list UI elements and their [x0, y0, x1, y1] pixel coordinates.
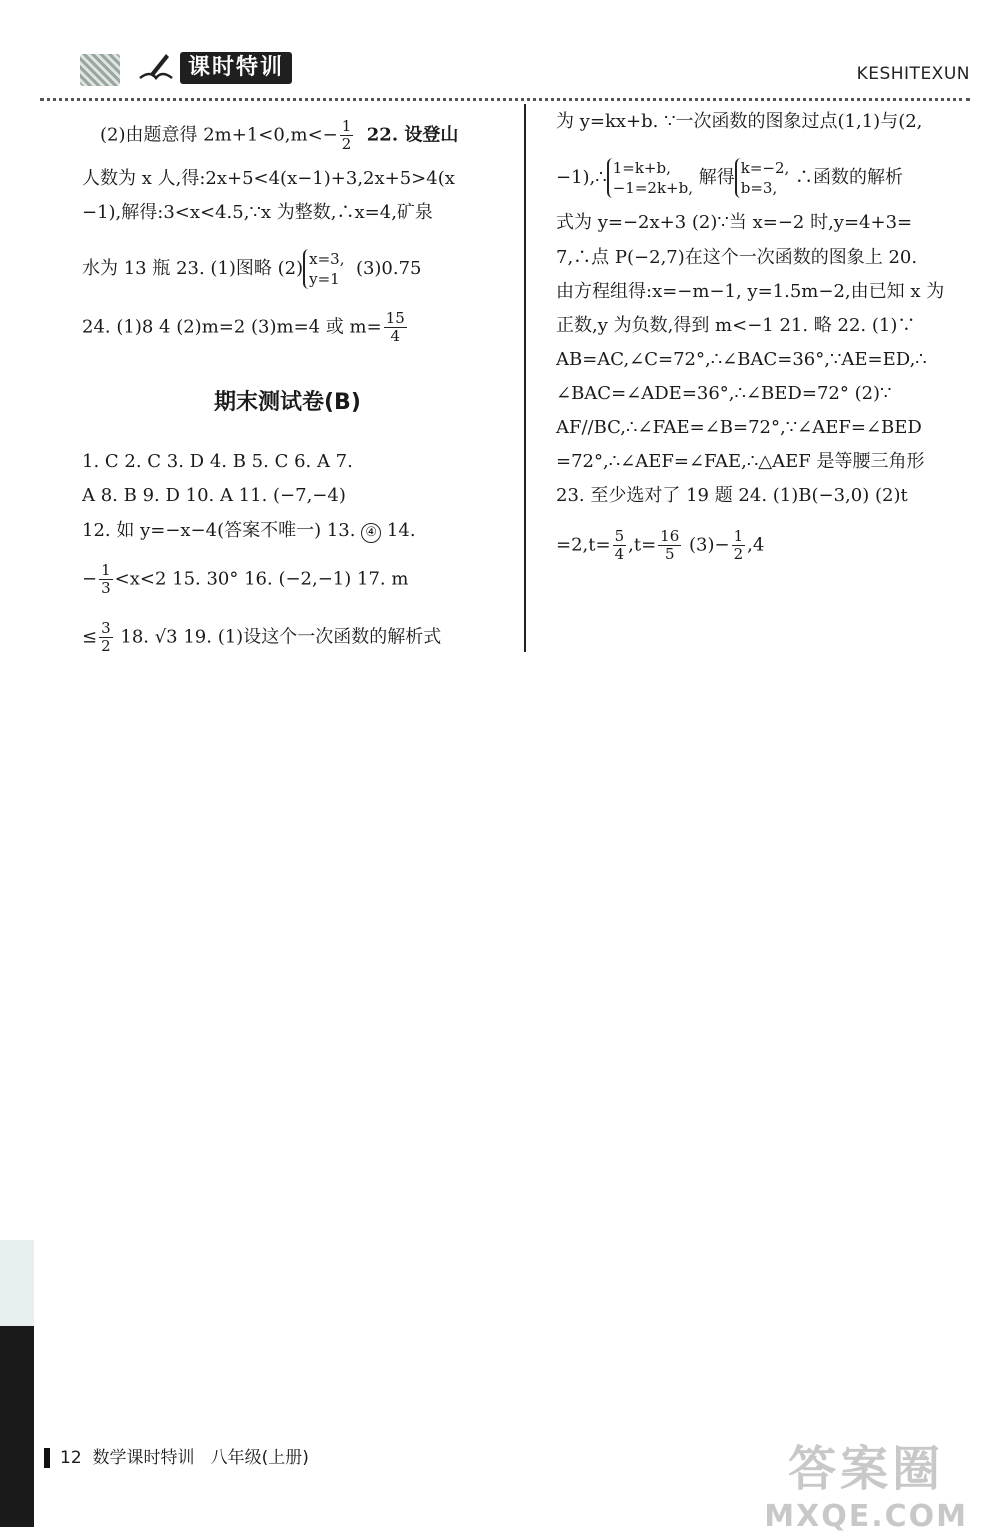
right-line-9: AF//BC,∴∠FAE=∠B=72°,∵∠AEF=∠BED: [556, 417, 922, 438]
right-line-10: =72°,∴∠AEF=∠FAE,∴△AEF 是等腰三角形: [556, 451, 925, 472]
header-decoration: [80, 54, 120, 86]
equation-system: k=−2, b=3,: [735, 158, 790, 198]
right-line-2: −1),∴ 1=k+b, −1=2k+b, 解得 k=−2, b=3, ∴函数的解析: [556, 159, 904, 197]
column-divider: [524, 104, 526, 652]
header-rule: [40, 98, 970, 101]
right-line-5: 由方程组得:x=−m−1, y=1.5m−2,由已知 x 为: [556, 281, 945, 302]
left-line-3: −1),解得:3<x<4.5,∵x 为整数,∴x=4,矿泉: [82, 202, 433, 223]
section-title: 期末测试卷(B): [214, 390, 361, 415]
page-header: [0, 0, 1000, 100]
fraction: $\frac{1}{3}$: [101, 561, 111, 597]
pen-book-icon: [136, 48, 176, 88]
right-line-11: 23. 至少选对了 19 题 24. (1)B(−3,0) (2)t: [556, 485, 908, 506]
footer-bar: [44, 1448, 50, 1468]
fraction: $\frac{15}{4}$: [385, 309, 405, 345]
page-number: 12: [60, 1448, 82, 1468]
watermark: 答案圈 MXQE.COM: [764, 1441, 968, 1534]
answers-line-2: A 8. B 9. D 10. A 11. (−7,−4): [82, 485, 346, 506]
equation-system: x=3, y=1: [303, 249, 344, 289]
fraction: $\frac{5}{4}$: [614, 527, 625, 563]
brand-title: 课时特训: [180, 52, 292, 84]
grade-label: 八年级(上册): [210, 1448, 309, 1468]
right-line-1: 为 y=kx+b. ∵一次函数的图象过点(1,1)与(2,: [556, 111, 923, 132]
answers-line-5: ≤ $\frac{3}{2}$ 18. √3 19. (1)设这个一次函数的解析式: [82, 619, 442, 655]
scan-edge: [0, 1240, 34, 1527]
answers-line-1: 1. C 2. C 3. D 4. B 5. C 6. A 7.: [82, 451, 353, 472]
left-line-4: 水为 13 瓶 23. (1)图略 (2) x=3, y=1 (3)0.75: [82, 250, 422, 288]
answers-line-3: 12. 如 y=−x−4(答案不唯一) 13. ④ 14.: [82, 520, 416, 541]
right-line-12: =2,t= $\frac{5}{4}$ ,t= $\frac{16}{5}$ (3)− $\frac{1}{2}$ ,4: [556, 527, 765, 563]
fraction: $\frac{16}{5}$: [660, 527, 680, 563]
fraction: $\frac{1}{2}$: [341, 117, 352, 153]
right-line-7: AB=AC,∠C=72°,∴∠BAC=36°,∵AE=ED,∴: [556, 349, 927, 370]
left-line-5: 24. (1)8 4 (2)m=2 (3)m=4 或 m= $\frac{15}{4}$: [82, 309, 405, 345]
equation-system: 1=k+b, −1=2k+b,: [607, 158, 693, 198]
fraction: $\frac{3}{2}$: [101, 619, 111, 655]
brand-pinyin: KESHITEXUN: [856, 64, 970, 84]
right-line-3: 式为 y=−2x+3 (2)∵当 x=−2 时,y=4+3=: [556, 212, 913, 233]
answers-line-4: − $\frac{1}{3}$ <x<2 15. 30° 16. (−2,−1) 17. m: [82, 561, 409, 597]
right-line-8: ∠BAC=∠ADE=36°,∴∠BED=72° (2)∵: [556, 383, 892, 404]
right-line-6: 正数,y 为负数,得到 m<−1 21. 略 22. (1)∵: [556, 315, 916, 336]
fraction: $\frac{1}{2}$: [733, 527, 744, 563]
page-footer: [44, 1443, 309, 1468]
circled-four: ④: [361, 523, 381, 543]
left-line-1: (2)由题意得 2m+1<0,m<− $\frac{1}{2}$ 22. 设登山: [100, 117, 459, 153]
left-line-2: 人数为 x 人,得:2x+5<4(x−1)+3,2x+5>4(x: [82, 168, 455, 189]
right-line-4: 7,∴点 P(−2,7)在这个一次函数的图象上 20.: [556, 247, 918, 268]
book-title: 数学课时特训: [92, 1448, 195, 1468]
